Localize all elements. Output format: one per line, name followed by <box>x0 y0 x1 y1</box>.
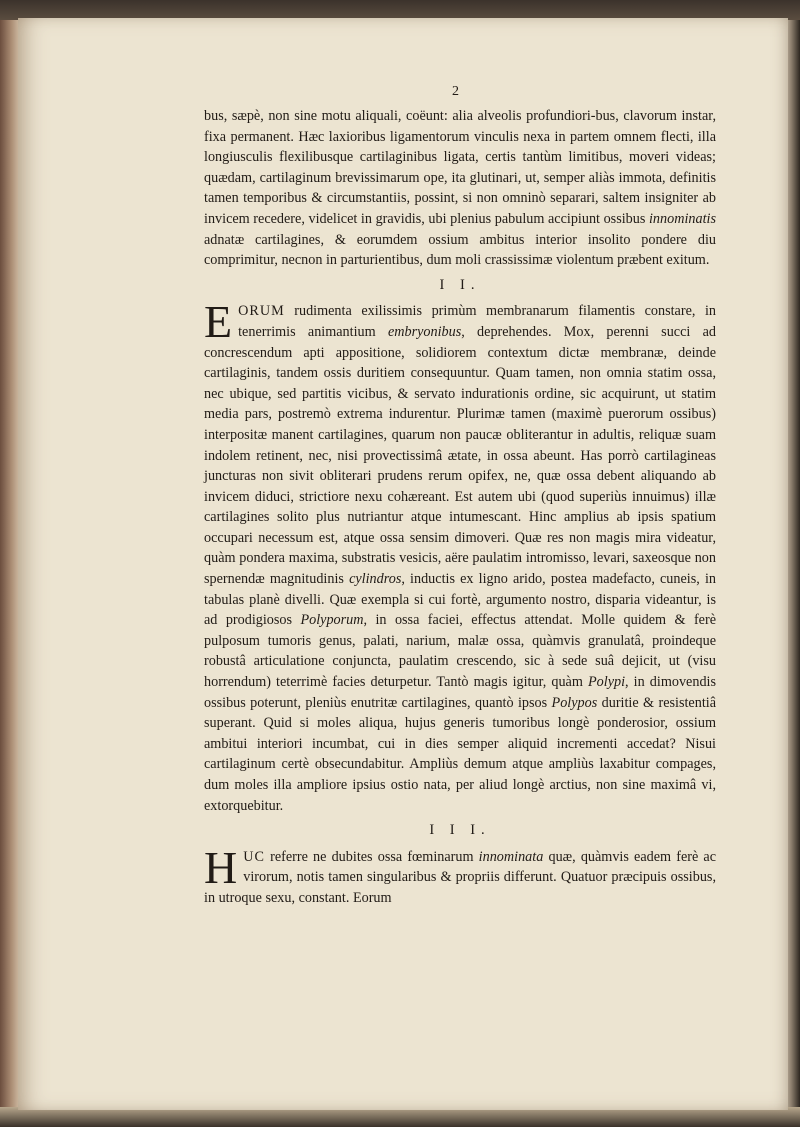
paragraph-2-text-e: , in dimovendis ossibus poterunt, pleniùs enutritæ cartilagines, quantò ipsos <box>204 674 717 711</box>
paragraph-3-italic: innominata <box>478 848 544 865</box>
paragraph-2-lead: ORUM <box>238 303 285 320</box>
paragraph-1-italic: innominatis <box>648 210 716 227</box>
paragraph-3-lead: UC <box>243 848 265 865</box>
section-heading-3: I I I. <box>429 822 491 839</box>
paragraph-2-text-f: duritie & resistentiâ superant. Quid si moles aliqua, hujus generis tumoribus longè ponderosior, ossium ambitui interiori incumbat, cui in dies semper aliquid incrementi accedat? Nisui cartilaginum certè obsecundabitur. Ampliùs demum atque ampliùs laxabitur compages, dum moles illa ampliore ipsius ostio nata, per aliud longè arctius, non sine maximâ vi, extorquebitur. <box>204 694 717 814</box>
paragraph-2-italic-2: cylindros <box>349 571 402 588</box>
paragraph-2-italic-5: Polypos <box>551 694 598 711</box>
paragraph-2-italic-4: Polypi <box>588 674 626 691</box>
paragraph-1 <box>204 106 716 271</box>
paragraph-2-text-b: , deprehendes. Mox, perenni succi ad concrescendum apti appositione, solidiorem contextum dictæ membranæ, deinde cartilaginis, tandem ossis duritiem consequuntur. Quam tamen, non omnia statim ossa, nec ubique, sed partitis vicibus, & servato indurationis ordine, sic acquirunt, ut statim media pars, postremò extrema indurentur. Plurimæ tamen (maximè puerorum ossibus) interpositæ manent cartilagines, quarum non paucæ obliterantur in adultis, reliquæ suam indolem retinent, nec, nisi provectissimâ ætate, in ossa abeunt. Has porrò cartilagineas juncturas non sivit obliterari prudens rerum opifex, ne, quæ ossa debent aliquando ab invicem diduci, strictiore nexu cohæreant. Est autem ubi (quod superiùs innuimus) illæ cartilagines solito plus nutriantur atque intumescant. Hinc amplius ab ipsis spatium occupari necessum est, atque ossa sensim dimoveri. Quæ res non magis mira videatur, quàm pondera maxima, substratis vesicis, aëre paulatim intromisso, levari, saxeosque non spernendæ magnitudinis <box>204 323 716 588</box>
section-heading-2: I I. <box>439 276 481 293</box>
paragraph-1-text: bus, sæpè, non sine motu aliquali, coëunt: alia alveolis profundiori-bus, clavorum instar, fixa permanent. Hæc laxioribus ligamentorum vinculis nexa in partem omnem flecti, illa longiusculis flexilibusque cartilaginibus ligata, certis tantùm limitibus, moveri videas; quædam, cartilaginum brevissimarum ope, ita glutinari, ut, semper aliàs immota, definitis tamen temporibus & circumstantiis, possint, si non omninò separari, saltem insigniter ab invicem recedere, videlicet in gravidis, ubi plenius pabulum accipiunt ossibus <box>204 108 716 227</box>
page-text <box>204 106 716 909</box>
paragraph-3-text-b: quæ, quàmvis eadem ferè ac virorum, notis tamen singularibus & propriis differunt. Quatuor præcipuis ossibus, in utroque sexu, constant. Eorum <box>204 848 717 906</box>
dropcap-3: H <box>204 841 238 893</box>
paragraph-2-text-c: , inductis ex ligno arido, postea madefacto, cuneis, in tabulas planè divelli. Quæ exempla si cui fortè, argumento nostro, disparia videantur, is ad prodigiosos <box>204 571 716 629</box>
paragraph-1-end: adnatæ cartilagines, & eorumdem ossium ambitus interior insolito pondere diu comprimitur, necnon in parturientibus, dum moli crassissimæ violentum præbent exitum. <box>204 231 716 269</box>
paragraph-2-italic-1: embryonibus <box>387 323 462 340</box>
paragraph-2-text-d: , in ossa faciei, effectus attendat. Molle quidem & ferè pulposum tumoris genus, palati, narium, malæ ossa, quàmvis granulatâ, proindeque robustâ articulatione conjuncta, paulatim crescendo, sic à sede suâ dejicit, ut (visu horrendum) teterrimè facies deturpetur. Tantò magis igitur, quàm <box>204 612 716 691</box>
book-bottom-edge <box>0 1107 800 1127</box>
paragraph-3 <box>204 841 717 909</box>
paragraph-2-text-a: rudimenta exilissimis primùm membranarum filamentis constare, in tenerrimis animantium <box>238 303 716 340</box>
page-number: 2 <box>452 84 459 99</box>
paragraph-2 <box>204 296 717 816</box>
paragraph-3-text-a: referre ne dubites ossa fœminarum <box>270 848 474 865</box>
paragraph-2-italic-3: Polyporum <box>300 612 364 629</box>
dropcap-2: E <box>204 296 233 348</box>
